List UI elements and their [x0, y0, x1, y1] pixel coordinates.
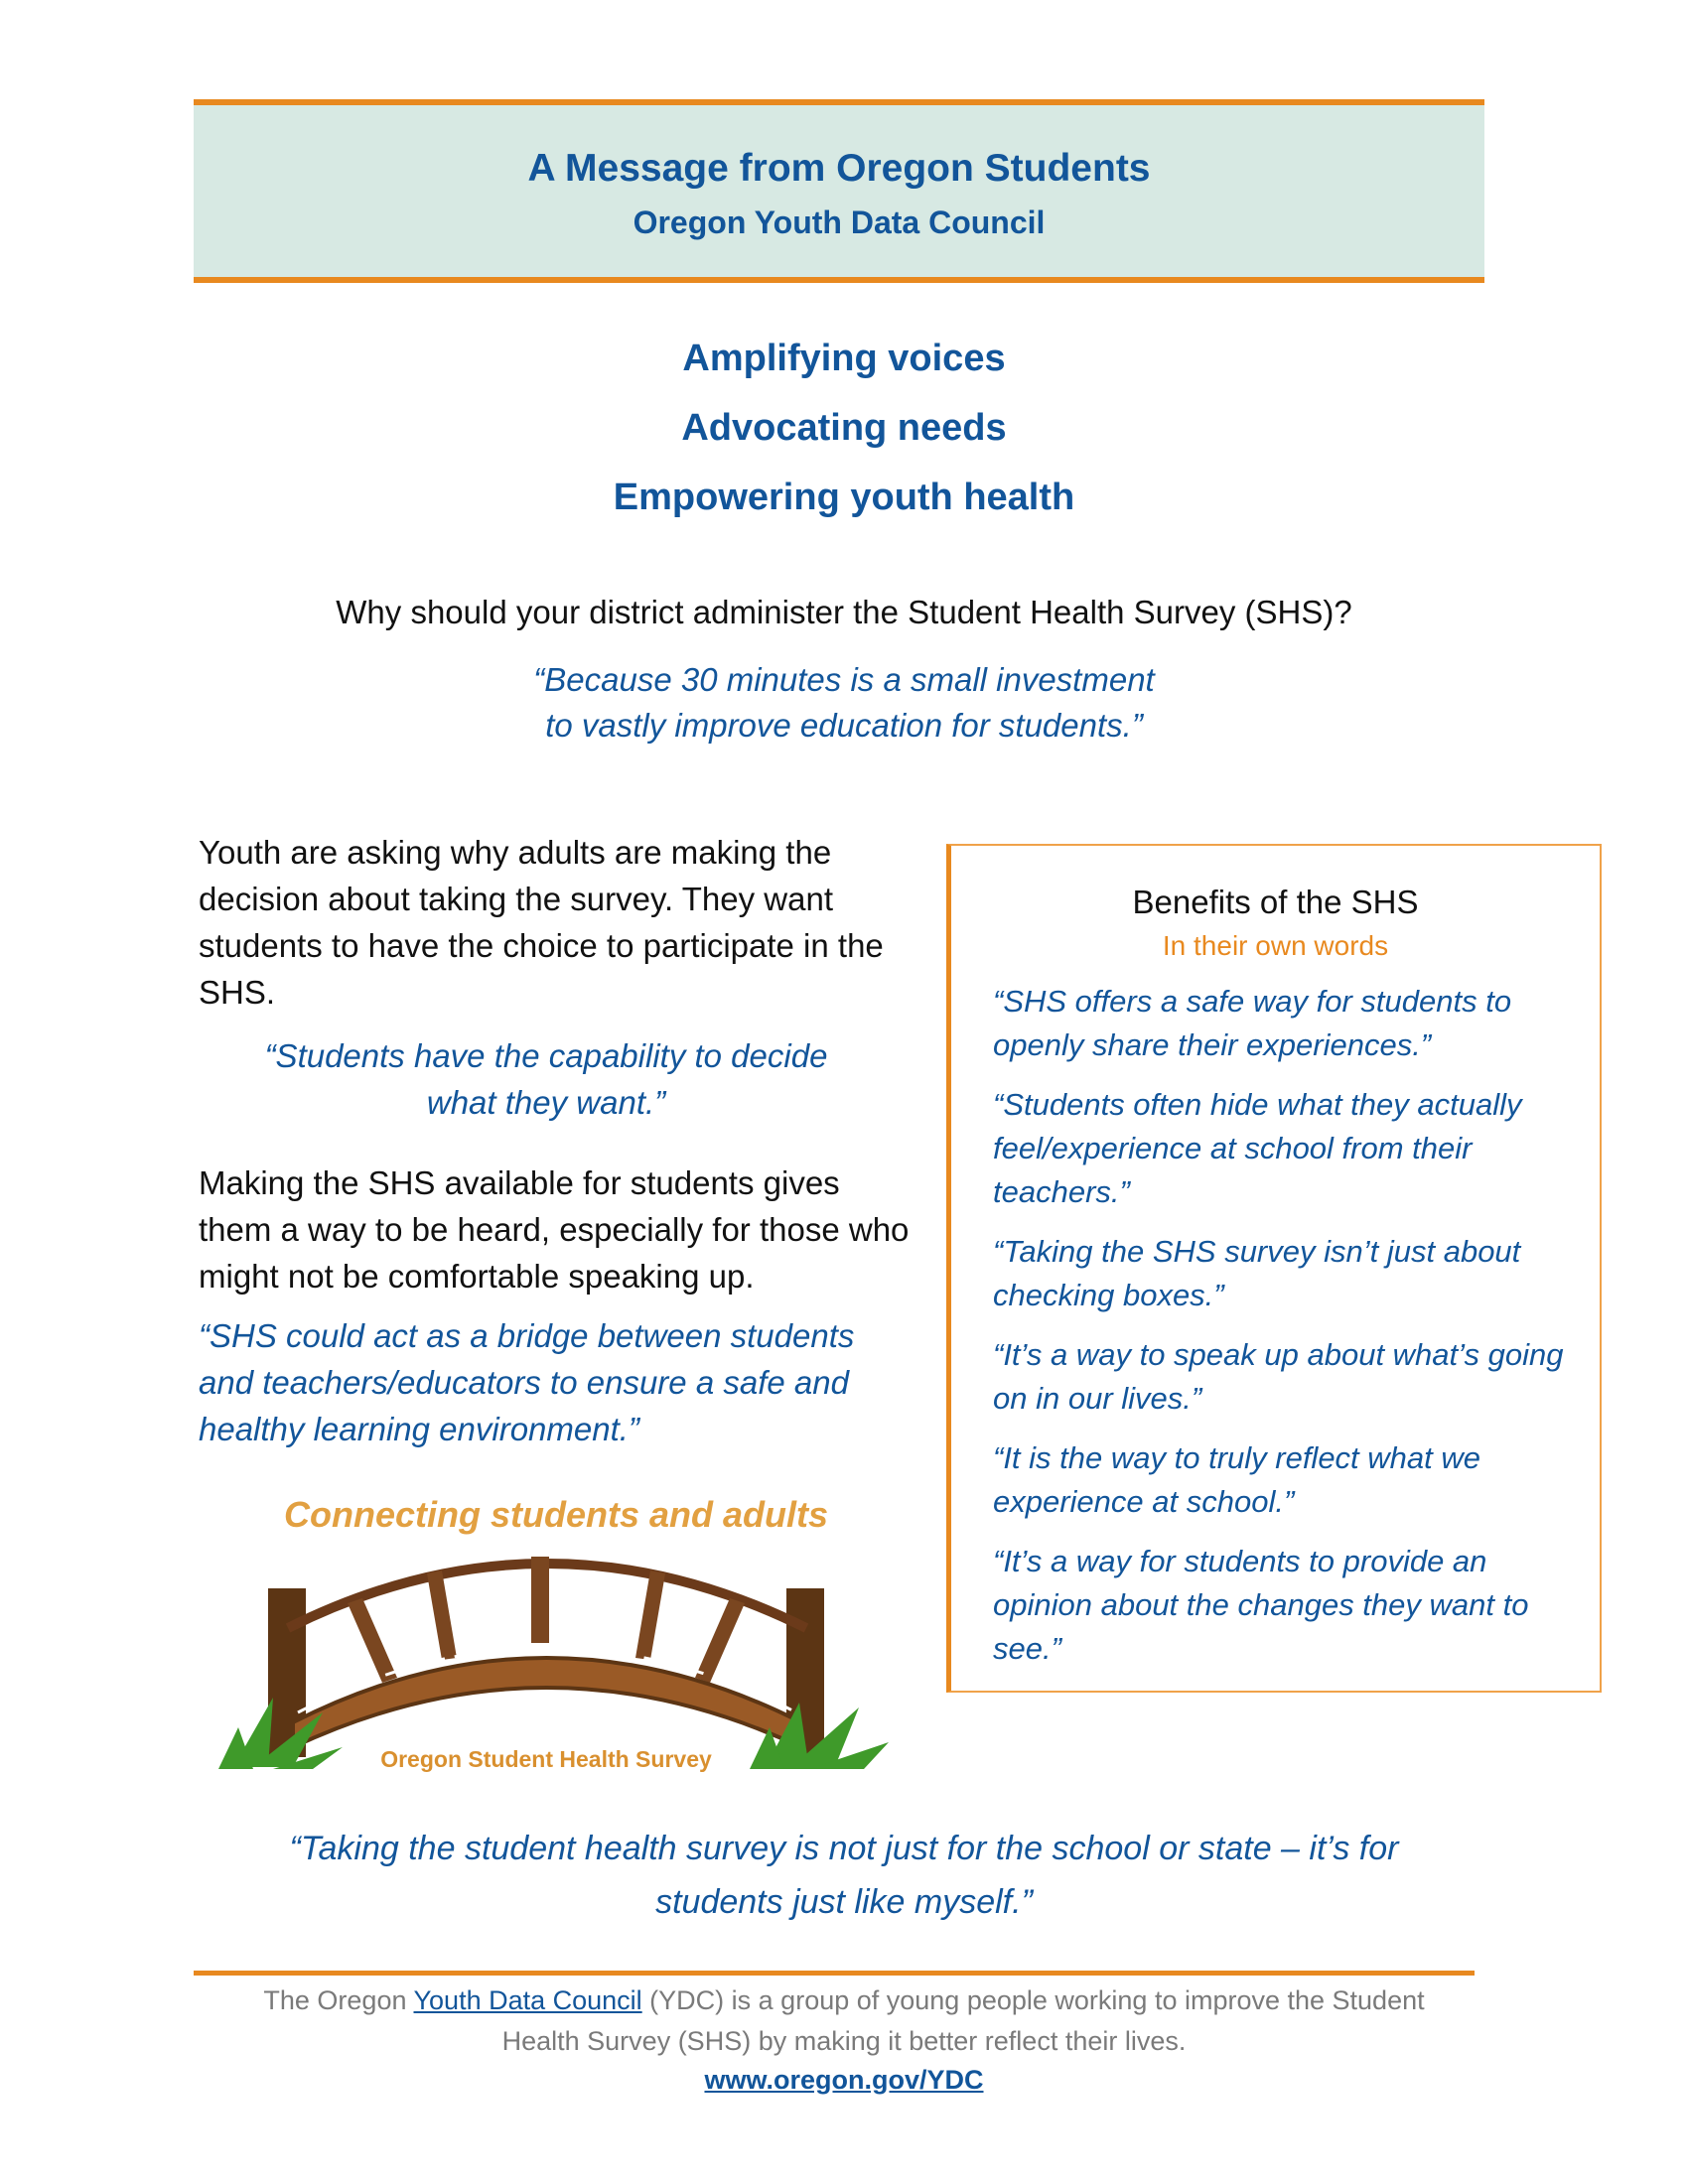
- left-quote-1-line-2: what they want.”: [426, 1084, 666, 1121]
- benefits-quote: “It is the way to truly reflect what we experience at school.”: [993, 1440, 1481, 1519]
- benefits-subtitle: In their own words: [1162, 930, 1389, 961]
- benefits-quote-list: [993, 980, 1570, 1687]
- question-quote-line-2: to vastly improve education for students.”: [545, 707, 1143, 744]
- footer-suffix: (YDC) is a group of young people working to improve the Student: [641, 1985, 1425, 2015]
- question-quote: [0, 657, 1688, 749]
- bridge-illustration: [213, 1479, 899, 1797]
- benefits-box: [946, 844, 1602, 1693]
- footer-prefix: The Oregon: [263, 1985, 414, 2015]
- header-banner: [194, 99, 1484, 283]
- question-text: Why should your district administer the Student Health Survey (SHS)?: [336, 594, 1352, 630]
- page-subtitle: Oregon Youth Data Council: [633, 205, 1046, 240]
- bridge-icon: [213, 1479, 899, 1797]
- page-title: A Message from Oregon Students: [527, 147, 1151, 190]
- bottom-quote-line-2: students just like myself.”: [655, 1883, 1033, 1921]
- bottom-quote: [199, 1822, 1489, 1929]
- benefits-quote: “It’s a way to speak up about what’s going on in our lives.”: [993, 1337, 1564, 1416]
- left-quote-1-line-1: “Students have the capability to decide: [264, 1037, 828, 1074]
- footer-line-2: Health Survey (SHS) by making it better reflect their lives.: [501, 2026, 1187, 2056]
- ydc-url-link[interactable]: www.oregon.gov/YDC: [704, 2065, 984, 2095]
- question-quote-line-1: “Because 30 minutes is a small investment: [533, 661, 1155, 698]
- footer-divider: [194, 1971, 1475, 1976]
- footer-line-1: [0, 1980, 1688, 2021]
- graphic-heading: Connecting students and adults: [283, 1494, 829, 1535]
- ydc-link[interactable]: Youth Data Council: [413, 1985, 642, 2015]
- left-quote-2: “SHS could act as a bridge between students and teachers/educators to ensure a safe and healthy learning environment.”: [199, 1317, 855, 1447]
- tagline-2: Advocating needs: [681, 407, 1007, 449]
- left-quote-1: [199, 1032, 894, 1126]
- footer-url-row: [0, 2065, 1688, 2096]
- benefits-quote: “Students often hide what they actually feel/experience at school from their teachers.”: [993, 1087, 1522, 1209]
- footer-text: [0, 1980, 1688, 2062]
- graphic-caption: Oregon Student Health Survey: [380, 1746, 712, 1772]
- bottom-quote-line-1: “Taking the student health survey is not just for the school or state – it’s for: [289, 1830, 1399, 1867]
- left-paragraph-1: Youth are asking why adults are making the decision about taking the survey. They want students to have the choice to participate in the SHS.: [199, 834, 884, 1011]
- tagline-3: Empowering youth health: [613, 477, 1075, 518]
- benefits-quote: “SHS offers a safe way for students to openly share their experiences.”: [993, 984, 1512, 1062]
- benefits-quote: “Taking the SHS survey isn’t just about checking boxes.”: [993, 1234, 1521, 1312]
- tagline-1: Amplifying voices: [682, 338, 1006, 379]
- left-paragraph-2: Making the SHS available for students gives them a way to be heard, especially for those who might not be comfortable speaking up.: [199, 1164, 910, 1295]
- benefits-title: Benefits of the SHS: [1132, 884, 1419, 920]
- bridge-deck: [293, 1658, 801, 1747]
- benefits-quote: “It’s a way for students to provide an opinion about the changes they want to see.”: [993, 1544, 1529, 1666]
